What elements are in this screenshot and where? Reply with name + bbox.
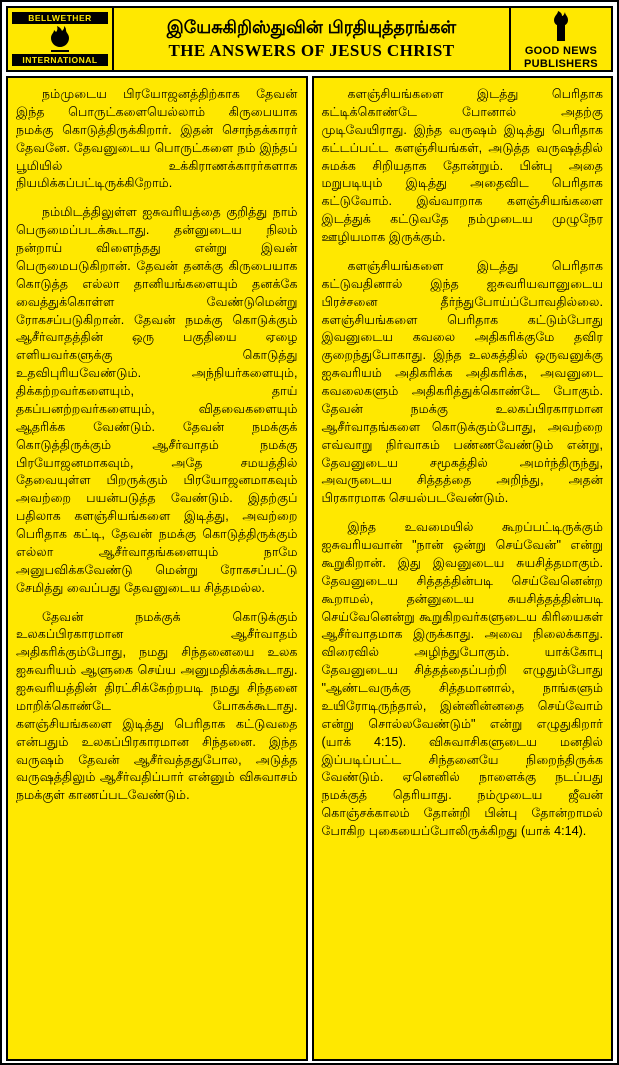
bellwether-logo-bottom-text: INTERNATIONAL xyxy=(12,54,108,66)
paragraph: நம்முடைய பிரயோஜனத்திற்காக தேவன் இந்த பொருட்களையெல்லாம் கிருபையாக நமக்கு கொடுத்திருக்கிறார். இதன் சொந்தக்காரர் தேவனே. தேவனுடைய பொருட்களை நம் இந்தப் பூமியில் உக்கிராணக்காரர்களாக நியமிக்கப்பட்டிருக்கிறோம். xyxy=(16,87,298,191)
page-title-english: THE ANSWERS OF JESUS CHRIST xyxy=(168,41,455,60)
paragraph: களஞ்சியங்களை இடத்து பெரிதாக கட்டுவதினால் இந்த ஐசுவரியவானுடைய பிரச்சனை தீர்ந்துபோய்ப்போவதில்லை. களஞ்சியங்களை பெரிதாக கட்டும்போது இவனுடைய கவலை அதிகரிக்குமே தவிர குறைந்துபோகாது. இந்த உலகத்தில் ஒருவனுக்கு ஐசுவரியம் அதிகரிக்க அதிகரிக்க, அவனுடை கவலைகளும் அதிகரித்துக்கொண்டே போகும். தேவன் நமக்கு உலகப்பிரகாரமான ஆசீர்வாதங்களை கொடுக்கும்போது, அவற்றை எவ்வாறு நிர்வாகம் பண்ணவேண்டும் என்று, தேவனுடைய சமூகத்தில் அமர்ந்திருந்து, அவருடைய சித்தத்தை அறிந்து, அதன் பிரகாரமாக செயல்படவேண்டும். xyxy=(321,258,603,506)
bellwether-international-logo xyxy=(6,6,114,72)
paragraph: களஞ்சியங்களை இடத்து பெரிதாக கட்டிக்கொண்டே போனால் அதற்கு முடிவேயிராது. இந்த வருஷம் இடித்து பெரிதாக கட்டப்பட்ட களஞ்சியங்கள், அடுத்த வருஷத்தில் சுமக்க சிறியதாக தோன்றும். பின்பு அதை மறுபடியும் இடித்து அதைவிட பெரிதாக கட்டுவோம். இவ்வாறாக களஞ்சியங்களை இடத்துக் கட்டுவதே நம்முடைய முழுநேர ஊழியமாக இருக்கும். xyxy=(321,87,603,244)
body-columns xyxy=(6,76,613,1061)
good-news-logo-bottom-text: PUBLISHERS xyxy=(524,58,598,70)
paragraph: தேவன் நமக்குக் கொடுக்கும் உலகப்பிரகாரமான ஆசீர்வாதம் அதிகரிக்கும்போது, நமது சிந்தனையை உலக ஐசுவரியம் ஆளுகை செய்ய அனுமதிக்கக்கூடாது. ஐசுவரியத்தின் திரட்சிக்கேற்றபடி நமது சிந்தனை மாறிக்கொண்டே போகக்கூடாது. களஞ்சியங்களை இடித்து பெரிதாக கட்டுவதை என்பதும் உலகப்பிரகாரமான சிந்தனை. இந்த வருஷம் தேவன் ஆசீர்வத்ததுபோல, அடுத்த வருஷத்திலும் ஆசீர்வதிப்பார் என்னும் விசுவாசம் நமக்குள் காணப்படவேண்டும். xyxy=(16,609,298,803)
left-column xyxy=(6,76,308,1061)
torch-emblem-icon xyxy=(43,26,77,52)
torch-emblem-icon-right xyxy=(546,9,576,43)
page-title-tamil: இயேசுகிறிஸ்துவின் பிரதியுத்தரங்கள் xyxy=(166,17,457,37)
good-news-logo-top-text: GOOD NEWS xyxy=(524,45,598,58)
paragraph: இந்த உவமையில் கூறப்பட்டிருக்கும் ஐசுவரியவான் "நான் ஒன்று செய்வேன்" என்று கூறுகிறான். இது இவனுடைய சுயசித்தமாகும். தேவனுடைய சித்தத்தின்படி செய்வேனென்ற கூறாமல், தன்னுடைய சுயசித்தத்தின்படி செய்வேனென்று கூறுகிறவர்களுடைய கிரியைகள் ஆசீர்வாதமாக இருக்காது. அவை நிலைக்காது. விரைவில் அழிந்துபோகும். யாக்கோபு தேவனுடைய சித்தத்தைப்பற்றி எழுதும்போது "ஆண்டவருக்கு சித்தமானால், நாங்களும் உயிரோடிருந்தால், இன்னின்னதை செய்வோம் என்று சொல்லவேண்டும்" என்று எழுதுகிறார் (யாக் 4:15). விசுவாசிகளுடைய மனதில் இப்படிப்பட்ட சிந்தனையே நிறைந்திருக்க வேண்டும். ஏனெனில் நாளைக்கு நடப்பது நமக்குத் தெரியாது. நம்முடைய ஜீவன் கொஞ்சக்காலம் தோன்றி பின்பு தோன்றாமல் போகிற புகையைப்போலிருக்கிறது (யாக் 4:14). xyxy=(321,520,603,838)
title-block xyxy=(114,6,509,72)
bellwether-logo-top-text: BELLWETHER xyxy=(12,12,108,24)
paragraph: நம்மிடத்திலுள்ள ஐசுவரியத்தை குறித்து நாம் பெருமைப்படக்கூடாது. தன்னுடைய நிலம் நன்றாய் விளைந்தது என்று இவன் பெருமைபடுகிறான். தேவன் தனக்கு கிருபையாக கொடுத்த எல்லா தானியங்களையும் தனக்கே வைத்துக்கொள்ள வேண்டுமென்று ரோகசப்படுகிறான். தேவன் நமக்கு கொடுக்கும் ஆசீர்வாதத்தின் ஒரு பகுதியை ஏழை எளியவர்களுக்கு கொடுத்து உதவிபுரியவேண்டும். அந்நியர்களையும், திக்கற்றவர்களையும், தாய் தகப்பனற்றவர்களையும், விதவைகளையும் ஆதரிக்க வேண்டும். தேவன் நமக்குக் கொடுத்திருக்கும் ஆசீர்வாதம் நமக்கு பிரயோஜனமாகவும், அதே சமயத்தில் தேவையுள்ள பிறருக்கும் பிரயோஜனமாகவும் அவற்றை பயன்படுத்த வேண்டும். இதற்குப் பதிலாக களஞ்சியங்களை இடித்து, அவற்றை பெரிதாக கட்டி, தேவன் நமக்கு கொடுத்திருக்கும் எல்லா ஆசீர்வாதங்களையும் நாமே அனுபவிக்கவேண்டு மென்று ரோகசப்பட்டு சேமித்து வைப்பது தேவனுடைய சித்தமல்ல. xyxy=(16,205,298,595)
page-header xyxy=(6,6,613,72)
right-column xyxy=(312,76,614,1061)
good-news-publishers-logo xyxy=(509,6,613,72)
